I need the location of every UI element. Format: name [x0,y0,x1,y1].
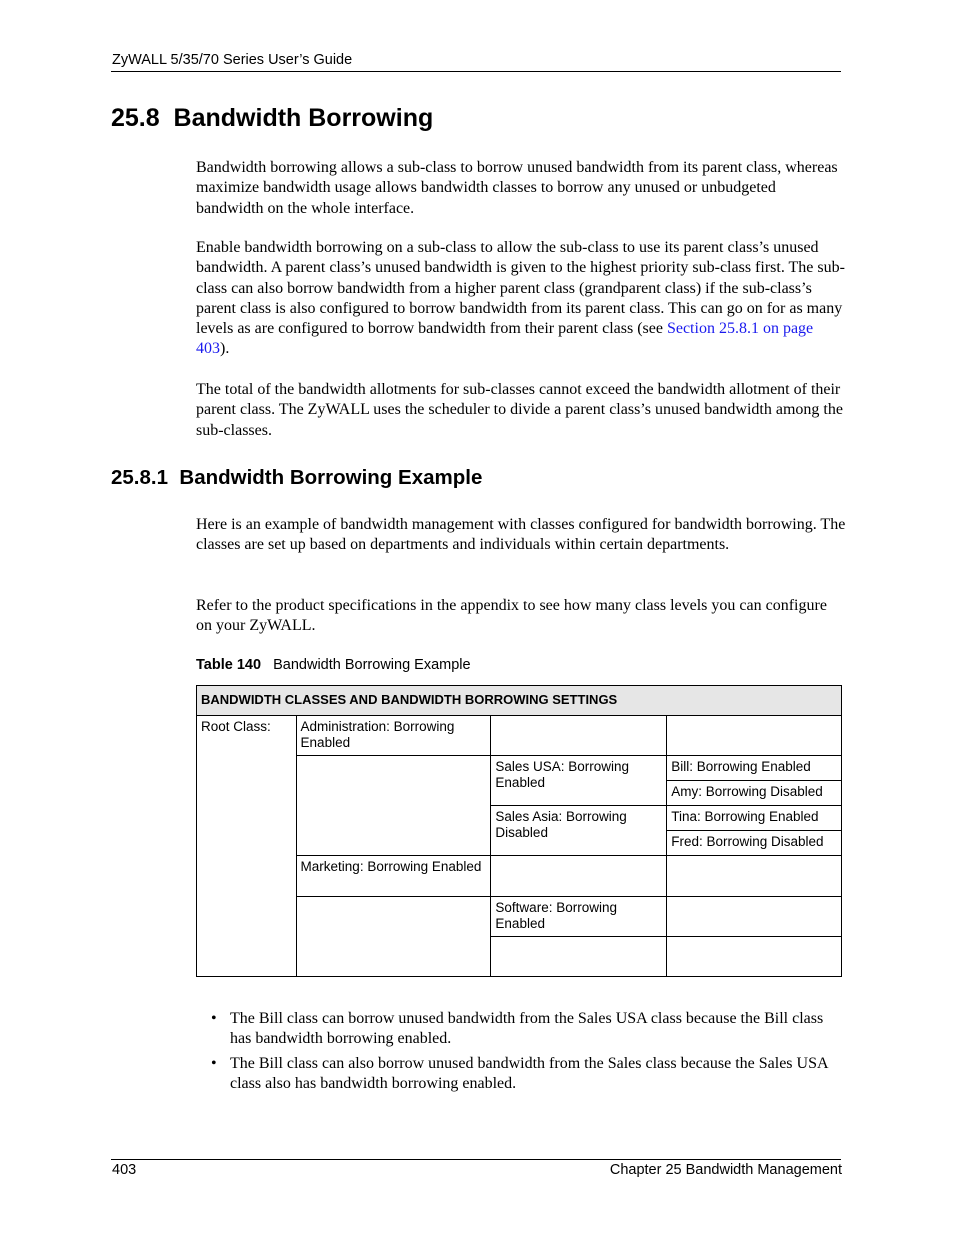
paragraph-product-specs: Refer to the product specifications in the appendix to see how many class levels you can configure on your ZyWALL. [196,597,827,635]
table-row [197,716,842,756]
empty-cell [491,716,667,756]
software-class-cell: Software: Borrowing Enabled [491,897,667,937]
empty-cell [491,856,667,897]
page-number: 403 [112,1162,137,1178]
table-caption [196,657,471,673]
empty-cell [667,856,842,897]
empty-cell [491,937,667,977]
table-header-cell: BANDWIDTH CLASSES AND BANDWIDTH BORROWING SETTINGS [197,686,842,716]
sales-asia-class-cell: Sales Asia: Borrowing Disabled [491,806,667,856]
paragraph-text-end: ). [220,340,230,358]
empty-cell [296,897,491,977]
sales-usa-class-cell: Sales USA: Borrowing Enabled [491,756,667,806]
footer-divider [111,1159,841,1160]
chapter-title: Chapter 25 Bandwidth Management [609,1162,842,1178]
marketing-class-cell: Marketing: Borrowing Enabled [296,856,491,897]
list-item [196,1054,846,1095]
bullet-marker: • [211,1055,217,1073]
bandwidth-borrowing-table [196,685,842,977]
table-header-row [197,686,842,716]
fred-class-cell: Fred: Borrowing Disabled [667,831,842,856]
empty-cell [667,897,842,937]
paragraph-borrowing-details [196,238,846,360]
list-item-text: The Bill class can borrow unused bandwidth from the Sales USA class because the Bill class has bandwidth borrowing enabled. [230,1010,824,1048]
root-class-cell: Root Class: [197,716,297,977]
list-item [196,1009,846,1050]
running-header: ZyWALL 5/35/70 Series User’s Guide [112,52,353,68]
tina-class-cell: Tina: Borrowing Enabled [667,806,842,831]
empty-cell [296,756,491,856]
bill-class-cell: Bill: Borrowing Enabled [667,756,842,781]
section-cross-reference-link[interactable]: Section 25.8.1 on page 403 [196,320,814,358]
empty-cell [667,716,842,756]
administration-class-cell: Administration: Borrowing Enabled [296,716,491,756]
amy-class-cell: Amy: Borrowing Disabled [667,781,842,806]
table-caption-label: Table 140 [196,657,262,673]
paragraph-allotments: The total of the bandwidth allotments for sub-classes cannot exceed the bandwidth allotment of their parent class. The ZyWALL uses the scheduler to divide a parent class’s unused bandwidth among the sub-classes. [196,381,843,439]
empty-cell [667,937,842,977]
paragraph-example-intro: Here is an example of bandwidth management with classes configured for bandwidth borrowing. The classes are set up based on departments and individuals within certain departments. [196,516,846,554]
bullet-marker: • [211,1010,217,1027]
paragraph-text: Enable bandwidth borrowing on a sub-class to allow the sub-class to use its parent class’s unused bandwidth. A parent class’s unused bandwidth is given to the highest priority sub-class first. The sub-class can also borrow bandwidth from a higher parent class (grandparent class) if the sub-class’s parent class is also configured to borrow bandwidth from its parent class. This can go on for as many levels as are configured to borrow bandwidth from their parent class (see [196,239,845,338]
section-heading: 25.8 Bandwidth Borrowing [111,104,434,132]
table-caption-title: Bandwidth Borrowing Example [273,657,471,673]
header-divider [111,71,841,72]
bullet-list [196,1009,846,1099]
paragraph-borrowing-intro: Bandwidth borrowing allows a sub-class to borrow unused bandwidth from its parent class, whereas maximize bandwidth usage allows bandwidth classes to borrow any unused or unbudgeted bandwidth on the whole interface. [196,159,838,217]
list-item-text: The Bill class can also borrow unused bandwidth from the Sales class because the Sales USA class also has bandwidth borrowing enabled. [230,1055,828,1093]
subsection-heading: 25.8.1 Bandwidth Borrowing Example [111,466,483,489]
